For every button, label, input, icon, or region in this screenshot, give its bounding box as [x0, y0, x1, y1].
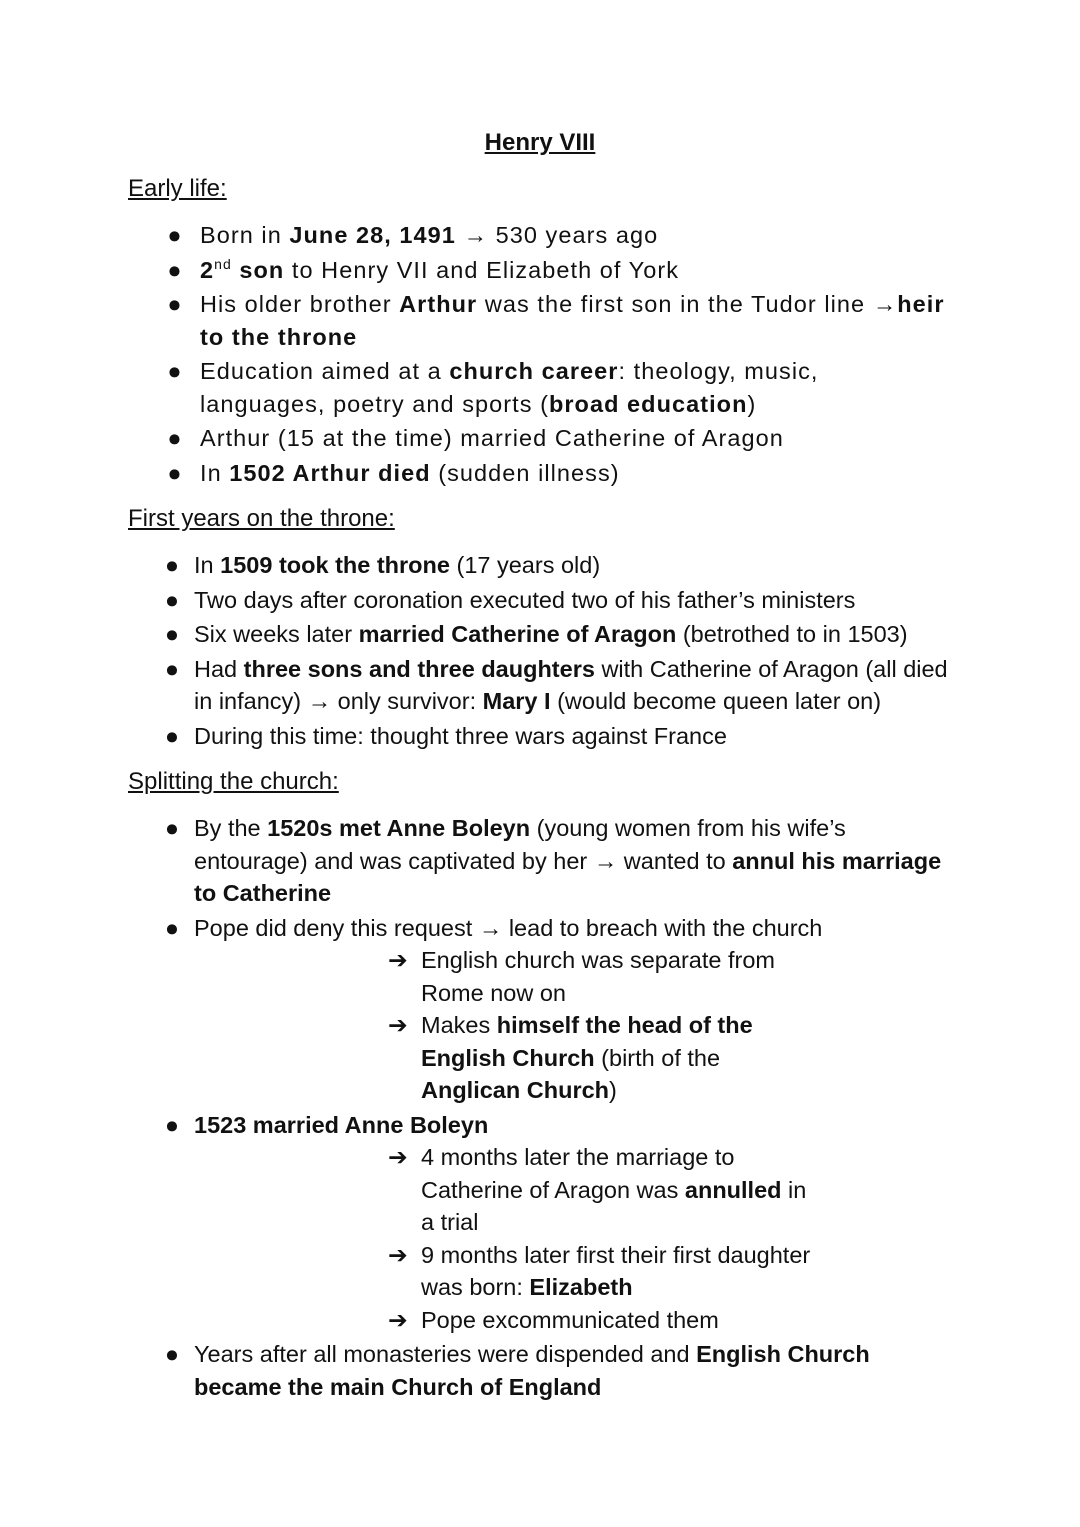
- text-run: (betrothed to in 1503): [676, 621, 908, 647]
- list-item: [0, 912, 1080, 1107]
- bullet-icon: ●: [164, 1111, 180, 1138]
- page-title: Henry VIII: [484, 129, 596, 156]
- bold-text: nd: [214, 255, 232, 272]
- bold-text: broad education: [548, 390, 748, 417]
- bullet-list: [0, 812, 1080, 1403]
- list-item: [0, 355, 1080, 420]
- section-heading: Early life:: [128, 175, 227, 202]
- list-item: [0, 720, 1080, 753]
- text-run: In: [200, 459, 230, 486]
- text-run: Pope did deny this request → lead to breach with the church: [194, 914, 823, 941]
- list-item: [0, 288, 1080, 353]
- text-run: ): [747, 390, 757, 417]
- bullet-icon: ●: [167, 425, 183, 451]
- bold-text: married Catherine of Aragon: [358, 621, 677, 647]
- bullet-icon: ●: [164, 722, 180, 749]
- list-item: [0, 549, 1080, 582]
- bullet-icon: ●: [167, 222, 183, 248]
- bullet-list: [0, 219, 1080, 489]
- bullet-icon: ●: [164, 586, 180, 613]
- bullet-icon: ●: [167, 358, 183, 384]
- bold-text: church career: [449, 358, 619, 384]
- bullet-icon: ●: [164, 1341, 180, 1367]
- bullet-icon: ●: [167, 291, 183, 317]
- text-run: → 530 years ago: [455, 222, 659, 248]
- bold-text: Arthur: [399, 291, 478, 317]
- list-item: [0, 812, 1080, 910]
- sections-container: [0, 172, 1080, 1403]
- document: [0, 126, 1080, 1416]
- bullet-icon: ●: [164, 552, 180, 578]
- text-run: Makes: [421, 1012, 497, 1038]
- text-run: In: [194, 552, 221, 578]
- text-run: Years after all monasteries were dispended and: [194, 1341, 697, 1367]
- bold-text: 2: [200, 256, 215, 283]
- text-run: Had: [194, 655, 244, 682]
- bold-text: 1523 married Anne Boleyn: [194, 1111, 489, 1138]
- text-run: Pope excommunicated them: [421, 1306, 719, 1333]
- text-run: (would become queen later on): [550, 688, 882, 714]
- list-item: [0, 422, 1080, 455]
- bullet-icon: ●: [167, 459, 183, 486]
- text-run: English church was separate from Rome now on: [421, 947, 775, 1006]
- text-run: was the first son in the Tudor line: [477, 291, 873, 317]
- arrow-icon: ➔: [388, 947, 408, 973]
- list-item: [0, 618, 1080, 651]
- bold-text: annul his marriage to Catherine: [194, 847, 942, 906]
- arrow-icon: ➔: [388, 1306, 408, 1333]
- text-run: 9 months later first their first daughter was born:: [421, 1241, 811, 1300]
- text-run: Six weeks later: [194, 621, 359, 647]
- sub-item: [194, 1141, 950, 1239]
- text-run: (birth of the: [594, 1044, 721, 1071]
- section-heading: First years on the throne:: [128, 505, 395, 532]
- bold-text: English Church became the main Church of England: [194, 1341, 870, 1400]
- list-item: [0, 254, 1080, 287]
- bold-text: himself the head of the English Church: [421, 1012, 753, 1071]
- text-run: His older brother: [200, 291, 400, 317]
- text-run: By the: [194, 815, 268, 841]
- bullet-icon: ●: [164, 655, 180, 682]
- text-run: ): [609, 1077, 617, 1103]
- text-run: Arthur (15 at the time) married Catherine of Aragon: [200, 425, 784, 451]
- list-item: [0, 653, 1080, 718]
- bullet-icon: ●: [164, 621, 180, 647]
- text-run: Born in: [200, 222, 290, 248]
- bullet-icon: ●: [164, 815, 180, 841]
- bold-text: son: [231, 256, 285, 283]
- bold-text: 1509 took the throne: [220, 552, 450, 578]
- text-run: (sudden illness): [430, 459, 620, 486]
- text-run: with Catherine of Aragon (all died in infancy) → only survivor:: [194, 655, 948, 714]
- text-run: Two days after coronation executed two of his father’s ministers: [194, 586, 856, 613]
- bullet-icon: ●: [164, 914, 180, 941]
- arrow-icon: ➔: [388, 1012, 408, 1038]
- arrow-icon: ➔: [388, 1241, 408, 1268]
- bold-text: June 28, 1491: [289, 222, 456, 248]
- list-item: [0, 1109, 1080, 1337]
- sub-item: [194, 1009, 950, 1107]
- bullet-icon: ●: [167, 256, 183, 283]
- bold-text: Mary I: [482, 688, 551, 714]
- sub-item: [194, 944, 950, 1009]
- text-run: (17 years old): [449, 552, 601, 578]
- text-run: Education aimed at a: [200, 358, 450, 384]
- sub-item: [194, 1239, 950, 1304]
- bold-text: Elizabeth: [529, 1274, 633, 1300]
- bullet-list: [0, 549, 1080, 752]
- section-heading: Splitting the church:: [128, 768, 339, 795]
- text-run: in a trial: [421, 1176, 807, 1235]
- bold-text: three sons and three daughters: [243, 655, 595, 682]
- list-item: [0, 584, 1080, 617]
- text-run: to Henry VII and Elizabeth of York: [284, 256, 680, 283]
- bold-text: Anglican Church: [421, 1077, 610, 1103]
- arrow-icon: ➔: [388, 1144, 408, 1170]
- text-run: : theology, music, languages, poetry and sports (: [200, 358, 819, 417]
- bold-text: annulled: [684, 1176, 782, 1203]
- list-item: [0, 1338, 1080, 1403]
- text-run: (young women from his wife’s entourage) and was captivated by her → wanted to: [194, 815, 846, 874]
- list-item: [0, 219, 1080, 252]
- text-run: During this time: thought three wars against France: [194, 722, 727, 749]
- bold-text: →heir to the throne: [200, 291, 945, 350]
- text-run: 4 months later the marriage to Catherine of Aragon was: [421, 1144, 735, 1203]
- sub-item: [194, 1304, 950, 1337]
- bold-text: 1520s met Anne Boleyn: [267, 815, 531, 841]
- list-item: [0, 457, 1080, 490]
- bold-text: 1502 Arthur died: [229, 459, 431, 486]
